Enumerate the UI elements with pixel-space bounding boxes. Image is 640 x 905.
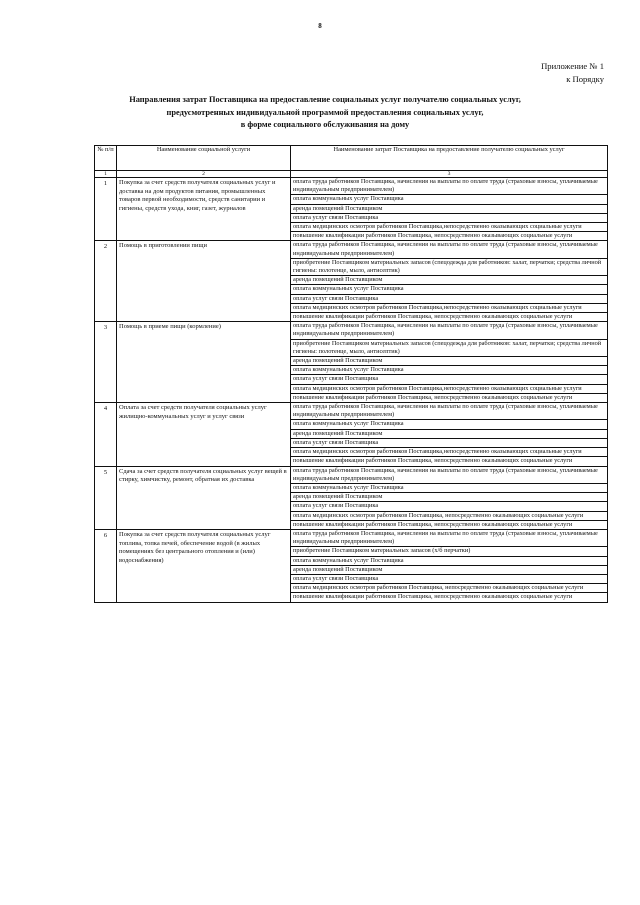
service-name: Помощь в приеме пищи (кормление): [117, 322, 291, 403]
cost-direction-item: оплата коммунальных услуг Поставщика: [291, 420, 607, 429]
cost-direction-item: оплата труда работников Поставщика, начисления на выплаты по оплате труда (страховые взносы, уплачиваемые индивидуальным предпринимателем): [291, 467, 607, 484]
cost-direction-item: приобретение Поставщиком материальных запасов (спецодежда для работников: халат, перчатки; средства личной гигиены: полотенце, мыло, антисептик): [291, 340, 607, 357]
cost-direction-item: аренда помещений Поставщиком: [291, 357, 607, 366]
cost-direction-item: оплата труда работников Поставщика, начисления на выплаты по оплате труда (страховые взносы, уплачиваемые индивидуальным предпринимателем): [291, 241, 607, 258]
row-number: 2: [95, 241, 117, 322]
cost-direction-item: аренда помещений Поставщиком: [291, 205, 607, 214]
cost-direction-item: оплата медицинских осмотров работников Поставщика,непосредственно оказывающих социальные услуги: [291, 448, 607, 457]
cost-direction-item: аренда помещений Поставщиком: [291, 430, 607, 439]
cost-direction-item: оплата услуг связи Поставщика: [291, 502, 607, 511]
table-row: [95, 241, 608, 322]
cost-directions-table: [94, 145, 608, 603]
cost-direction-item: повышение квалификации работников Поставщика, непосредственно оказывающих социальные услуги: [293, 313, 573, 321]
cost-direction-item: оплата медицинских осмотров работников Поставщика, непосредственно оказывающих социальные услуги: [291, 512, 607, 521]
cost-directions-cell: [291, 529, 608, 602]
cost-direction-item: оплата медицинских осмотров работников Поставщика,непосредственно оказывающих социальные услуги: [291, 385, 607, 394]
cost-direction-item: оплата услуг связи Поставщика: [291, 214, 607, 223]
cost-direction-item: оплата коммунальных услуг Поставщика: [291, 195, 607, 204]
annex-label: [541, 60, 604, 86]
table-body: [95, 178, 608, 603]
annex-line-1: Приложение № 1: [541, 61, 604, 71]
cost-direction-item: оплата медицинских осмотров работников Поставщика,непосредственно оказывающих социальные услуги: [291, 223, 607, 232]
cost-directions-cell: [291, 322, 608, 403]
service-name: Оплата за счет средств получателя социальных услуг жилищно-коммунальных услуг и услуг связи: [117, 403, 291, 466]
cost-direction-item: повышение квалификации работников Поставщика, непосредственно оказывающих социальные услуги: [293, 593, 573, 601]
row-number: 5: [95, 466, 117, 529]
cost-direction-item: оплата коммунальных услуг Поставщика: [291, 285, 607, 294]
cost-direction-item: приобретение Поставщиком материальных запасов (х/б перчатки): [291, 547, 607, 556]
document-title: [90, 94, 560, 132]
cost-direction-item: оплата коммунальных услуг Поставщика: [291, 366, 607, 375]
row-number: 3: [95, 322, 117, 403]
row-number: 1: [95, 178, 117, 241]
table-row: [95, 403, 608, 466]
row-number: 4: [95, 403, 117, 466]
cost-direction-item: оплата труда работников Поставщика, начисления на выплаты по оплате труда (страховые взносы, уплачиваемые индивидуальным предпринимателем): [291, 178, 607, 195]
column-index-row: [95, 171, 608, 178]
cost-directions-cell: [291, 466, 608, 529]
cost-direction-item: повышение квалификации работников Поставщика, непосредственно оказывающих социальные услуги: [293, 457, 573, 465]
column-index: 3: [291, 171, 608, 178]
table-row: [95, 322, 608, 403]
cost-direction-item: оплата услуг связи Поставщика: [291, 375, 607, 384]
header-direction: Наименование затрат Поставщика на предоставление получателю социальных услуг: [291, 146, 608, 171]
service-name: Сдача за счет средств получателя социальных услуг вещей в стирку, химчистку, ремонт, обратная их доставка: [117, 466, 291, 529]
cost-direction-item: аренда помещений Поставщиком: [291, 493, 607, 502]
table-row: [95, 466, 608, 529]
cost-direction-item: оплата медицинских осмотров работников Поставщика,непосредственно оказывающих социальные услуги: [291, 304, 607, 313]
service-name: Помощь в приготовлении пищи: [117, 241, 291, 322]
table-header-row: [95, 146, 608, 171]
cost-direction-item: оплата труда работников Поставщика, начисления на выплаты по оплате труда (страховые взносы, уплачиваемые индивидуальным предпринимателем): [291, 322, 607, 339]
title-line-3: в форме социального обслуживания на дому: [240, 120, 410, 129]
cost-direction-item: оплата коммунальных услуг Поставщика: [291, 484, 607, 493]
column-index: 2: [117, 171, 291, 178]
cost-direction-item: оплата труда работников Поставщика, начисления на выплаты по оплате труда (страховые взносы, уплачиваемые индивидуальным предпринимателем): [291, 530, 607, 547]
cost-direction-item: аренда помещений Поставщиком: [291, 276, 607, 285]
cost-direction-item: оплата услуг связи Поставщика: [291, 295, 607, 304]
cost-direction-item: приобретение Поставщиком материальных запасов (спецодежда для работников: халат, перчатки; средства личной гигиены: полотенце, мыло, антисептик): [291, 259, 607, 276]
header-service: Наименование социальной услуги: [117, 146, 291, 171]
service-name: Покупка за счет средств получателя социальных услуг и доставка на дом продуктов питания, промышленных товаров первой необходимости, средств санитарии и гигиены, средств ухода, книг, газет, журналов: [117, 178, 291, 241]
service-name: Покупка за счет средств получателя социальных услуг топлива, топка печей, обеспечение водой (в жилых помещениях без центрального отопления и (или) водоснабжения): [117, 529, 291, 602]
annex-line-2: к Порядку: [566, 74, 604, 84]
cost-direction-item: оплата услуг связи Поставщика: [291, 439, 607, 448]
cost-direction-item: оплата услуг связи Поставщика: [291, 575, 607, 584]
title-line-2: предусмотренных индивидуальной программой предоставления социальных услуг,: [166, 107, 484, 117]
cost-directions-cell: [291, 241, 608, 322]
title-line-1: Направления затрат Поставщика на предоставление социальных услуг получателю социальных услуг,: [129, 95, 521, 104]
table-row: [95, 178, 608, 241]
cost-direction-item: повышение квалификации работников Поставщика, непосредственно оказывающих социальные услуги: [293, 393, 573, 401]
column-index: 1: [95, 171, 117, 178]
table-row: [95, 529, 608, 602]
header-num: № п/п: [95, 146, 117, 171]
cost-direction-item: оплата медицинских осмотров работников Поставщика, непосредственно оказывающих социальные услуги: [291, 584, 607, 593]
cost-direction-item: повышение квалификации работников Поставщика, непосредственно оказывающих социальные услуги: [293, 520, 573, 528]
cost-direction-item: оплата коммунальных услуг Поставщика: [291, 557, 607, 566]
cost-directions-cell: [291, 403, 608, 466]
cost-direction-item: аренда помещений Поставщиком: [291, 566, 607, 575]
cost-direction-item: повышение квалификации работников Поставщика, непосредственно оказывающих социальные услуги: [293, 232, 573, 240]
cost-direction-item: оплата труда работников Поставщика, начисления на выплаты по оплате труда (страховые взносы, уплачиваемые индивидуальным предпринимателем): [291, 403, 607, 420]
cost-directions-cell: [291, 178, 608, 241]
row-number: 6: [95, 529, 117, 602]
page-number: 8: [318, 22, 322, 30]
